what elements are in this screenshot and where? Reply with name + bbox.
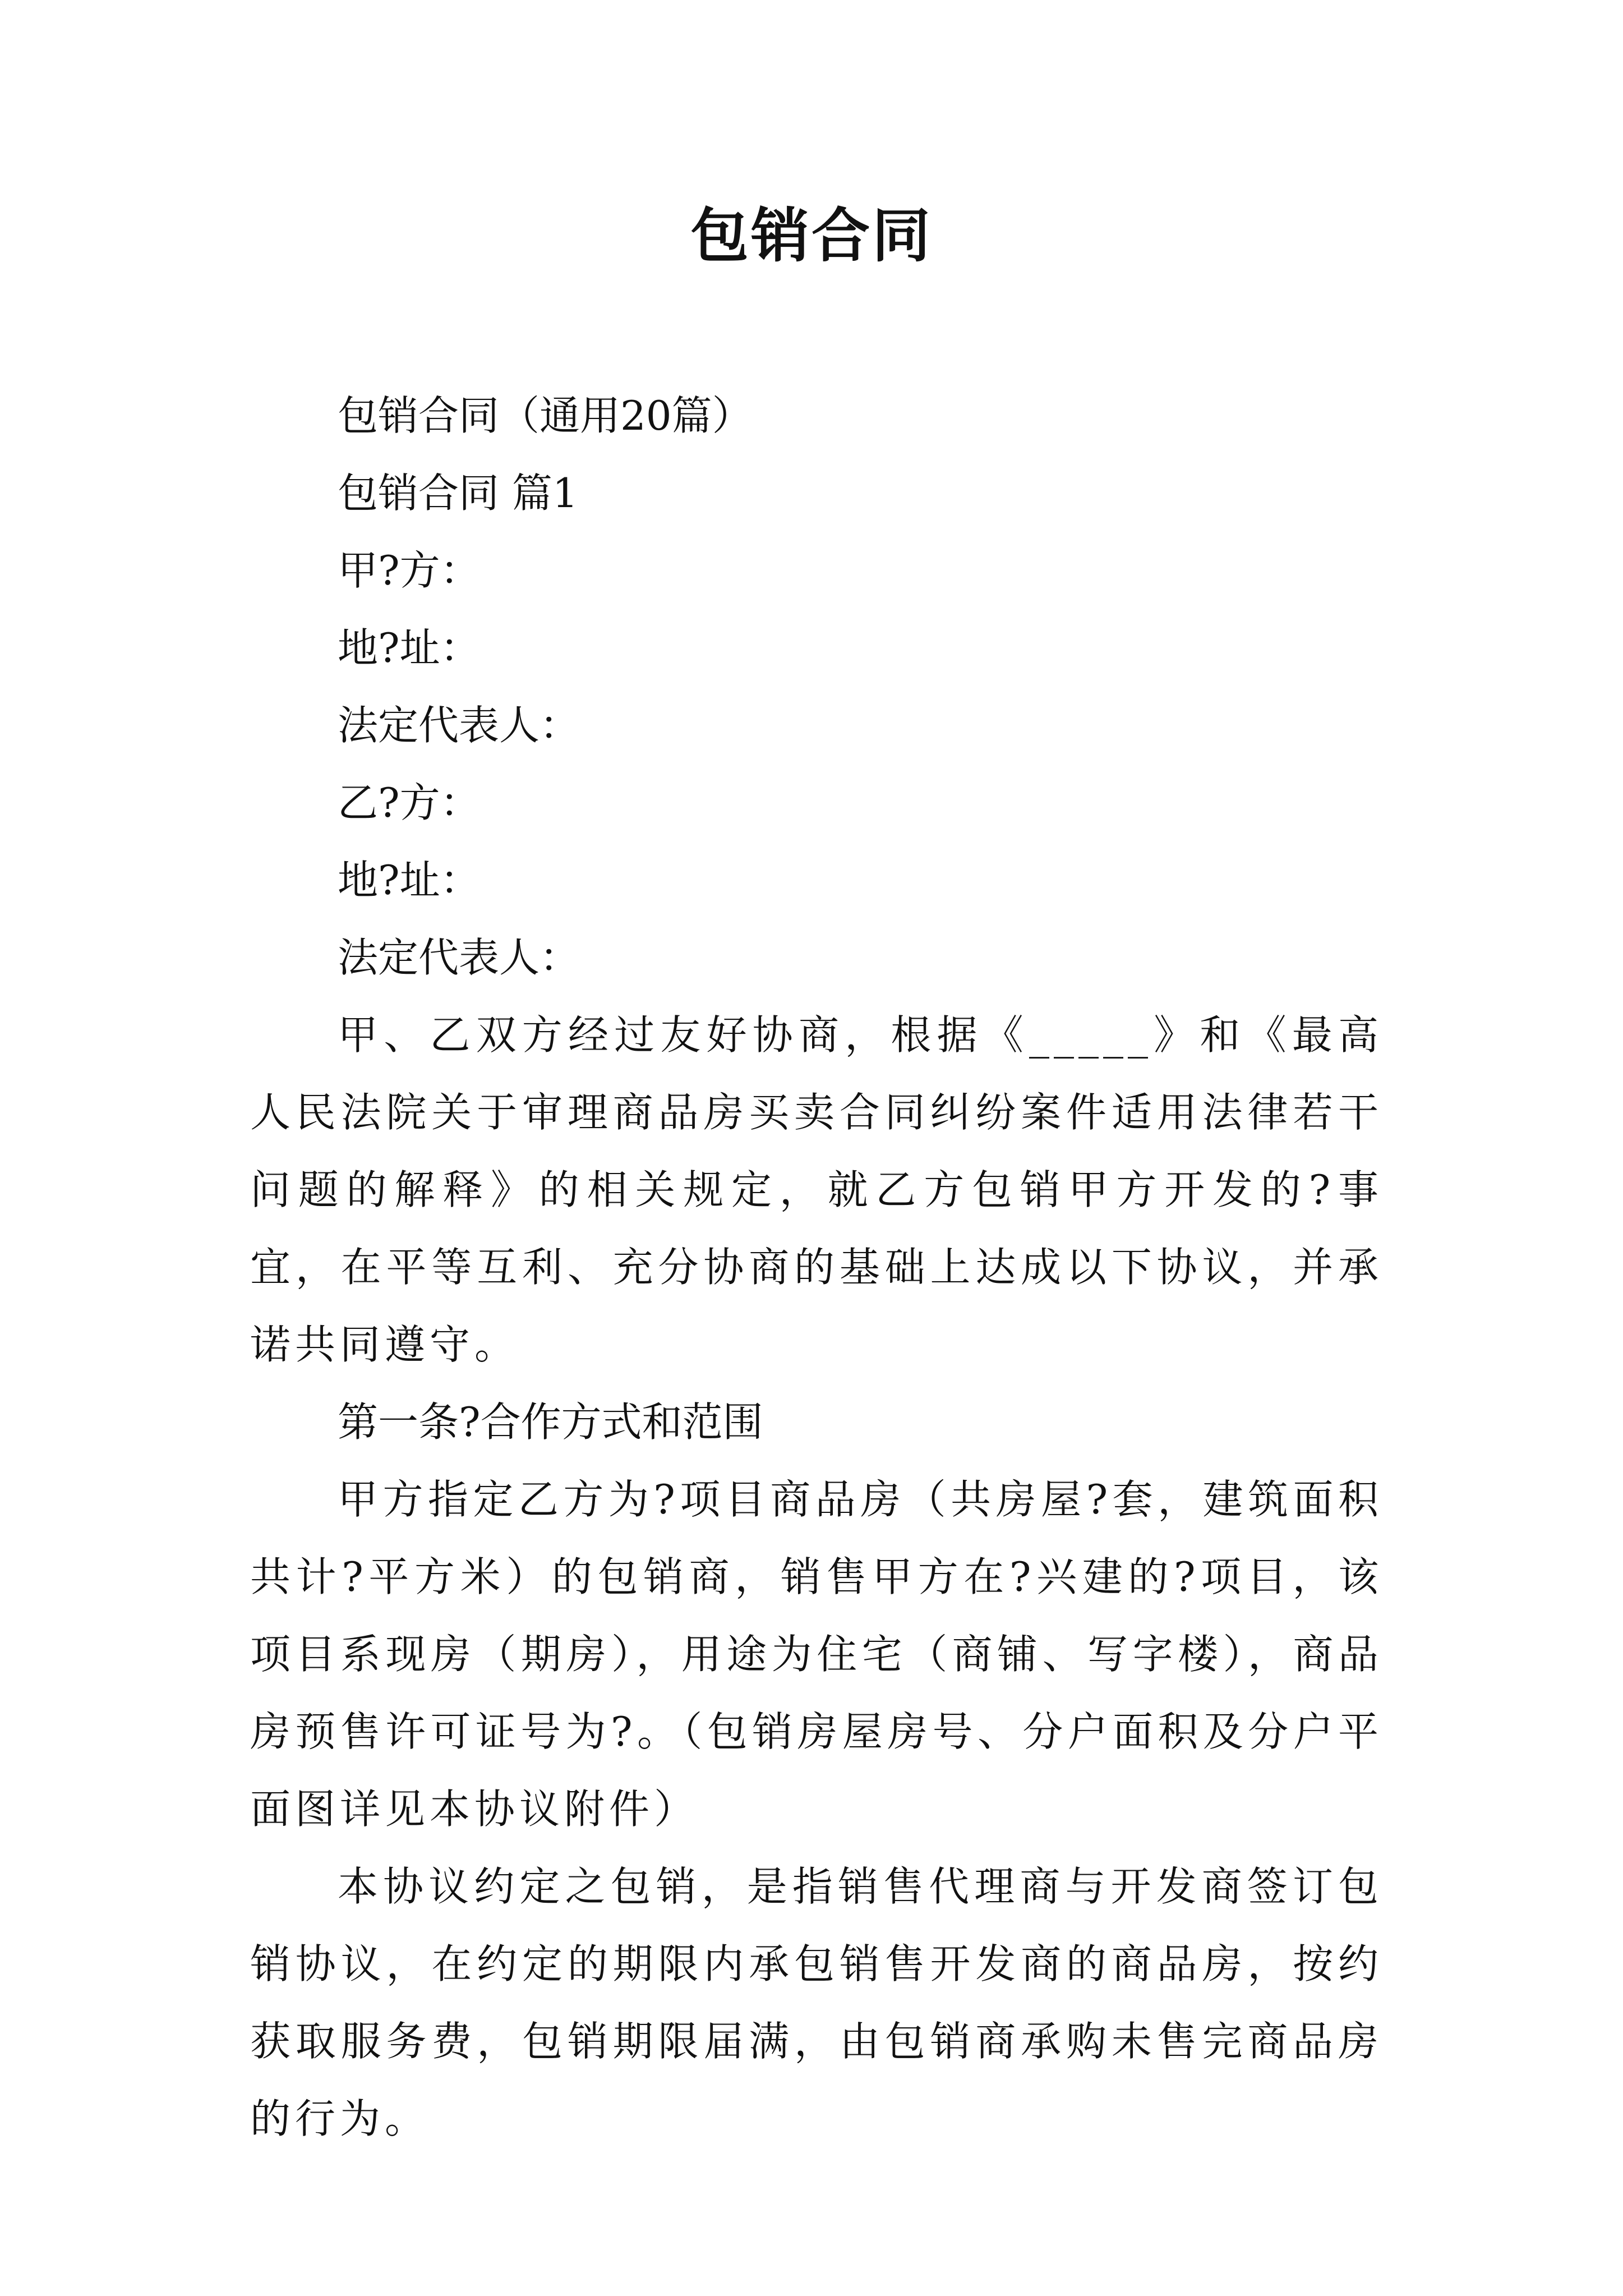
document-title: 包销合同 [690,201,933,270]
section-heading: 包销合同 篇1 [338,470,578,517]
article-1-paragraph-1: 甲方指定乙方为?项目商品房（共房屋?套，建筑面积共计?平方米）的包销商，销售甲方在?兴建的?项目，该项目系现房（期房），用途为住宅（商铺、写字楼），商品房预售许可证号为?。（包销房屋房号、分户面积及分户平面图详见本协议附件） [250,1476,1383,1833]
article-1-paragraph-2: 本协议约定之包销，是指销售代理商与开发商签订包销协议，在约定的期限内承包销售开发商的商品房，按约获取服务费，包销期限届满，由包销商承购未售完商品房的行为。 [250,1863,1383,2142]
document-body [250,377,1383,2157]
party-a-field: 甲?方： [338,547,481,594]
party-a-address-field: 地?址： [338,624,481,671]
party-b-field: 乙?方： [338,779,481,826]
document-subtitle: 包销合同（通用20篇） [338,392,753,439]
intro-paragraph: 甲、乙双方经过友好协商，根据《_____》和《最高人民法院关于审理商品房买卖合同纠纷案件适用法律若干问题的解释》的相关规定，就乙方包销甲方开发的?事宜，在平等互利、充分协商的基础上达成以下协议，并承诺共同遵守。 [250,1011,1383,1368]
party-b-representative-field: 法定代表人： [338,934,580,981]
party-a-representative-field: 法定代表人： [338,702,580,749]
article-1-heading: 第一条?合作方式和范围 [338,1398,763,1446]
party-b-address-field: 地?址： [338,857,481,904]
